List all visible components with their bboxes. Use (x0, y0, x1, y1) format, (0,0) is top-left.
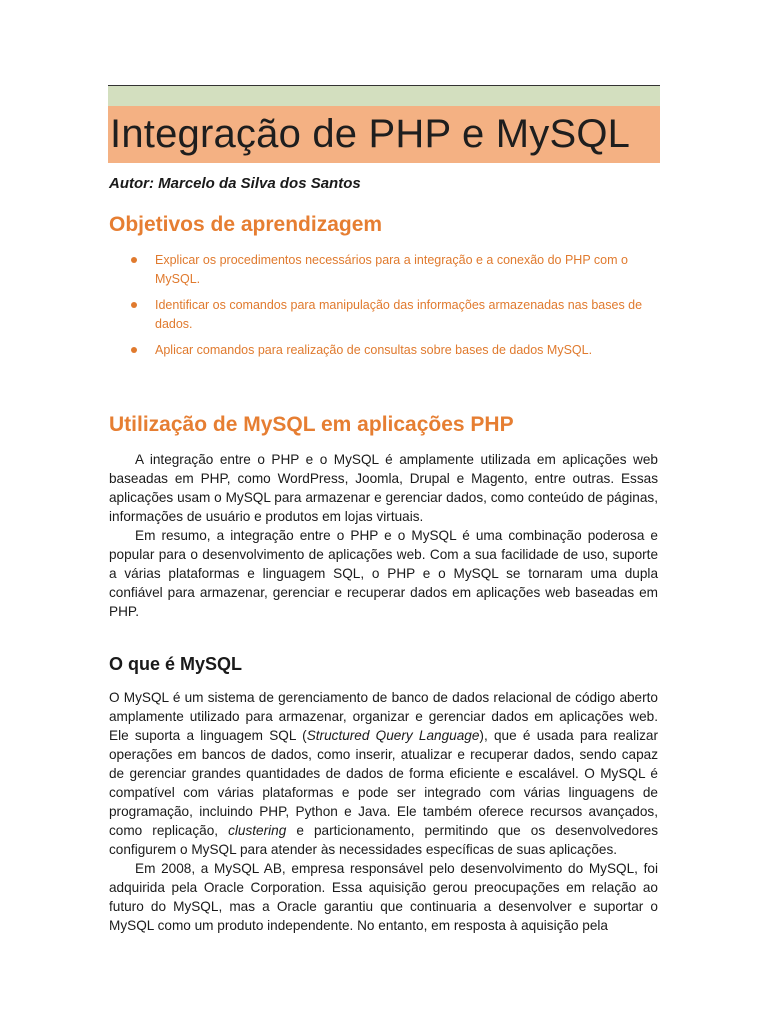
author-line: Autor: Marcelo da Silva dos Santos (109, 175, 361, 192)
usage-section-body (109, 450, 658, 621)
paragraph: Em resumo, a integração entre o PHP e o MySQL é uma combinação poderosa e popular para o desenvolvimento de aplicações web. Com a sua facilidade de uso, suporte a várias plataformas e linguagem SQL, o PHP e o MySQL se tornaram uma dupla confiável para armazenar, gerenciar e recuperar dados em aplicações web baseadas em PHP. (109, 528, 658, 619)
bullet-dot-icon (131, 347, 137, 353)
objective-item: Explicar os procedimentos necessários para a integração e a conexão do PHP com o MySQL. (128, 251, 658, 288)
what-is-mysql-heading: O que é MySQL (109, 654, 243, 674)
bullet-dot-icon (131, 302, 137, 308)
objective-item: Aplicar comandos para realização de consultas sobre bases de dados MySQL. (128, 341, 658, 360)
what-is-mysql-body (109, 688, 658, 935)
header-accent-band (108, 86, 660, 106)
paragraph: O MySQL é um sistema de gerenciamento de banco de dados relacional de código aberto amplamente utilizado para armazenar, organizar e gerenciar dados em aplicações web. Ele suporta a linguagem SQL (Structured Query Language), que é usada para realizar operações em bancos de dados, como inserir, atualizar e recuperar dados, sendo capaz de gerenciar grandes quantidades de dados de forma eficiente e escalável. O MySQL é compatível com várias plataformas e pode ser integrado com várias linguagens de programação, incluindo PHP, Python e Java. Ele também oferece recursos avançados, como replicação, clustering e particionamento, permitindo que os desenvolvedores configurem o MySQL para atender às necessidades específicas de suas aplicações. (109, 690, 658, 857)
objectives-list (128, 251, 658, 360)
paragraph: Em 2008, a MySQL AB, empresa responsável pelo desenvolvimento do MySQL, foi adquirida pela Oracle Corporation. Essa aquisição gerou preocupações em relação ao futuro do MySQL, mas a Oracle garantiu que continuaria a desenvolver e suportar o MySQL como um produto independente. No entanto, em resposta à aquisição pela (109, 861, 658, 933)
document-title: Integração de PHP e MySQL (110, 112, 631, 156)
objectives-heading: Objetivos de aprendizagem (109, 213, 383, 236)
bullet-dot-icon (131, 257, 137, 263)
objective-item: Identificar os comandos para manipulação das informações armazenadas nas bases de dados. (128, 296, 658, 333)
paragraph: A integração entre o PHP e o MySQL é amplamente utilizada em aplicações web baseadas em PHP, como WordPress, Joomla, Drupal e Magento, entre outras. Essas aplicações usam o MySQL para armazenar e gerenciar dados, como conteúdo de páginas, informações de usuário e produtos em lojas virtuais. (109, 452, 658, 524)
usage-section-heading: Utilização de MySQL em aplicações PHP (109, 413, 514, 436)
